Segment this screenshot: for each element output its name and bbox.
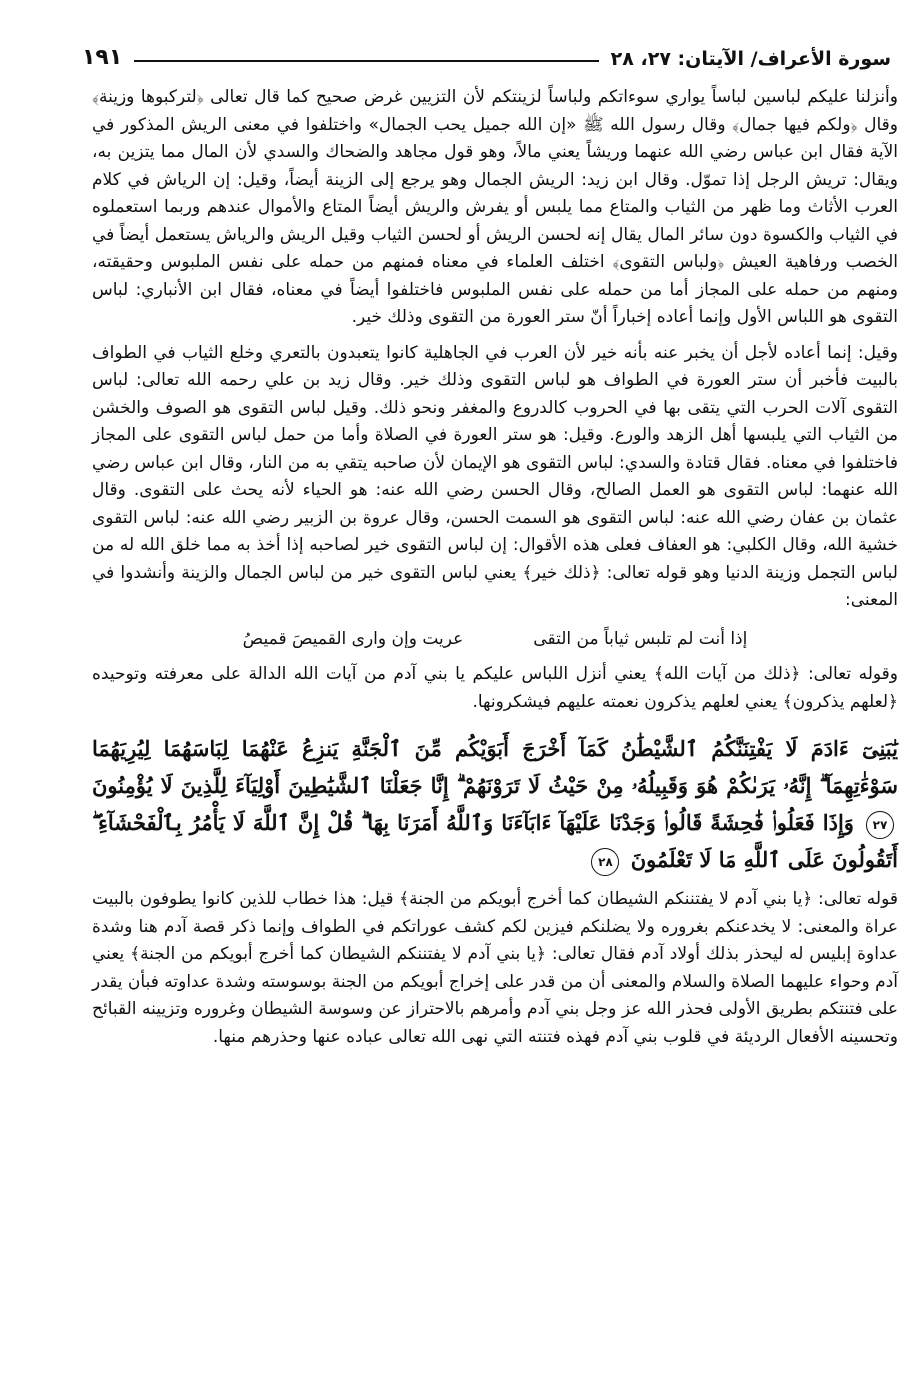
page-body — [92, 84, 898, 1051]
page-header — [82, 30, 891, 70]
paragraph-3: وقوله تعالى: ﴿ذلك من آيات الله﴾ يعني أنزل اللباس عليكم يا بني آدم من آيات الله الدالة على معرفته وتوحيده ﴿لعلهم يذكرون﴾ يعني لعلهم يذكرون نعمته عليهم فيشكرونها. — [92, 664, 898, 712]
quran-verses — [92, 730, 898, 878]
paragraph-1: وأنزلنا عليكم لباسين لباساً يواري سوءاتكم ولباساً لزينتكم لأن التزيين غرض صحيح كما قال تعالى ﴿لتركبوها وزينة﴾ وقال ﴿ولكم فيها جمال﴾ وقال رسول الله ﷺ «إن الله جميل يحب الجمال» واختلفوا في معنى الريش المذكور في الآية فقال ابن عباس رضي الله عنهما وريشاً يعني مالاً، وهو قول مجاهد والضحاك والسدي لأن المال مما يتزين به، ويقال: تريش الرجل إذا تموّل. وقال ابن زيد: الريش الجمال وهو يرجع إلى الزينة أيضاً، وقيل: إن الرياش في كلام العرب الأثاث وما ظهر من الثياب والمتاع مما يلبس أو يفرش والريش أيضاً المتاع والأموال عندهم وربما استعملوه في الثياب والكسوة دون سائر المال يقال إنه لحسن الريش أو لحسن الثياب وقيل الريش والرياش يستعمل أيضاً في الخصب ورفاهية العيش ﴿ولباس التقوى﴾ اختلف العلماء في معناه فمنهم من حمله على نفس الملبوس وحقيقته، ومنهم من حمله على المجاز أما من حمله على نفس الملبوس فاختلفوا أيضاً في معناه، فقال ابن الأنباري: لباس التقوى هو اللباس الأول وإنما أعاده إخباراً أنّ ستر العورة من التقوى وذلك خير. — [92, 87, 898, 327]
page-number: ١٩١ — [82, 45, 123, 70]
header-rule — [134, 60, 598, 62]
ayah-number-27: ٢٧ — [866, 811, 894, 839]
poem-hemistich-2: عريت وإن وارى القميصَ قميصُ — [242, 628, 464, 649]
poem-hemistich-1: إذا أنت لم تلبس ثياباً من التقى — [533, 628, 748, 649]
poem-verse — [92, 626, 898, 654]
chapter-title: سورة الأعراف/ الآيتان: ٢٧، ٢٨ — [610, 48, 891, 70]
ayah-number-28: ٢٨ — [591, 848, 619, 876]
quran-verse-28: وَإِذَا فَعَلُوا۟ فَٰحِشَةً قَالُوا۟ وَجَدْنَا عَلَيْهَآ ءَابَآءَنَا وَٱللَّهُ أَمَرَنَا بِهَا ۗ قُلْ إِنَّ ٱللَّهَ لَا يَأْمُرُ بِٱلْفَحْشَآءِ ۖ أَتَقُولُونَ عَلَى ٱللَّهِ مَا لَا تَعْلَمُونَ — [92, 810, 898, 872]
quran-verse-27: يَٰبَنِىٓ ءَادَمَ لَا يَفْتِنَنَّكُمُ ٱلشَّيْطَٰنُ كَمَآ أَخْرَجَ أَبَوَيْكُم مِّنَ ٱلْجَنَّةِ يَنزِعُ عَنْهُمَا لِبَاسَهُمَا لِيُرِيَهُمَا سَوْءَٰتِهِمَآ ۗ إِنَّهُۥ يَرَىٰكُمْ هُوَ وَقَبِيلُهُۥ مِنْ حَيْثُ لَا تَرَوْنَهُمْ ۗ إِنَّا جَعَلْنَا ٱلشَّيَٰطِينَ أَوْلِيَآءَ لِلَّذِينَ لَا يُؤْمِنُونَ — [92, 736, 898, 798]
paragraph-4: قوله تعالى: ﴿يا بني آدم لا يفتننكم الشيطان كما أخرج أبويكم من الجنة﴾ قيل: هذا خطاب للذين كانوا يطوفون بالبيت عراة والمعنى: لا يخدعنكم بغروره ولا يضلنكم فيزين لكم كشف عوراتكم في الطواف وإنما ذكر قصة آدم هنا وشدة عداوة إبليس له ليحذر بذلك أولاد آدم فقال تعالى: ﴿يا بني آدم لا يفتننكم الشيطان كما أخرج أبويكم من الجنة﴾ يعني آدم وحواء عليهما الصلاة والسلام والمعنى أن من قدر على إخراج أبويكم من الجنة بوسوسته وشدة عداوته فبأن يقدر على فتنتكم بطريق الأولى فحذر الله عز وجل بني آدم وأمرهم بالاحتراز عن وسوسة الشيطان وغروره وتزيينه القبائح وتحسينه الأفعال الرديئة في قلوب بني آدم فهذه فتنته التي نهى الله تعالى عباده عنها وحذرهم منها. — [92, 889, 898, 1047]
paragraph-2: وقيل: إنما أعاده لأجل أن يخبر عنه بأنه خير لأن العرب في الجاهلية كانوا يتعبدون بالتعري وخلع الثياب في الطواف بالبيت فأخبر أن ستر العورة في الطواف هو لباس التقوى وذلك خير. وقال زيد بن علي رحمه الله تعالى: لباس التقوى آلات الحرب التي يتقى بها في الحروب كالدروع والمغفر ونحو ذلك. وقيل لباس التقوى هو الصوف والخشن من الثياب التي يلبسها أهل الزهد والورع. وقيل: هو ستر العورة في الصلاة وأما من حمل لباس التقوى على المجاز فاختلفوا في معناه. فقال قتادة والسدي: لباس التقوى هو الإيمان لأن صاحبه يتقي به من النار، وقال ابن عباس رضي الله عنهما: لباس التقوى هو العمل الصالح، وقال الحسن رضي الله عنه: هو الحياء لأنه يحث على التقوى. وقال عثمان بن عفان رضي الله عنه: لباس التقوى هو السمت الحسن، وقال عروة بن الزبير رضي الله عنه: لباس التقوى خشية الله، وقال الكلبي: هو العفاف فعلى هذه الأقوال: إن لباس التقوى خير لصاحبه إذا أخذ به مما خلق الله له من لباس التجمل وزينة الدنيا وهو قوله تعالى: ﴿ذلك خير﴾ يعني لباس التقوى خير من لباس الجمال والزينة وأنشدوا في المعنى: — [92, 342, 898, 610]
